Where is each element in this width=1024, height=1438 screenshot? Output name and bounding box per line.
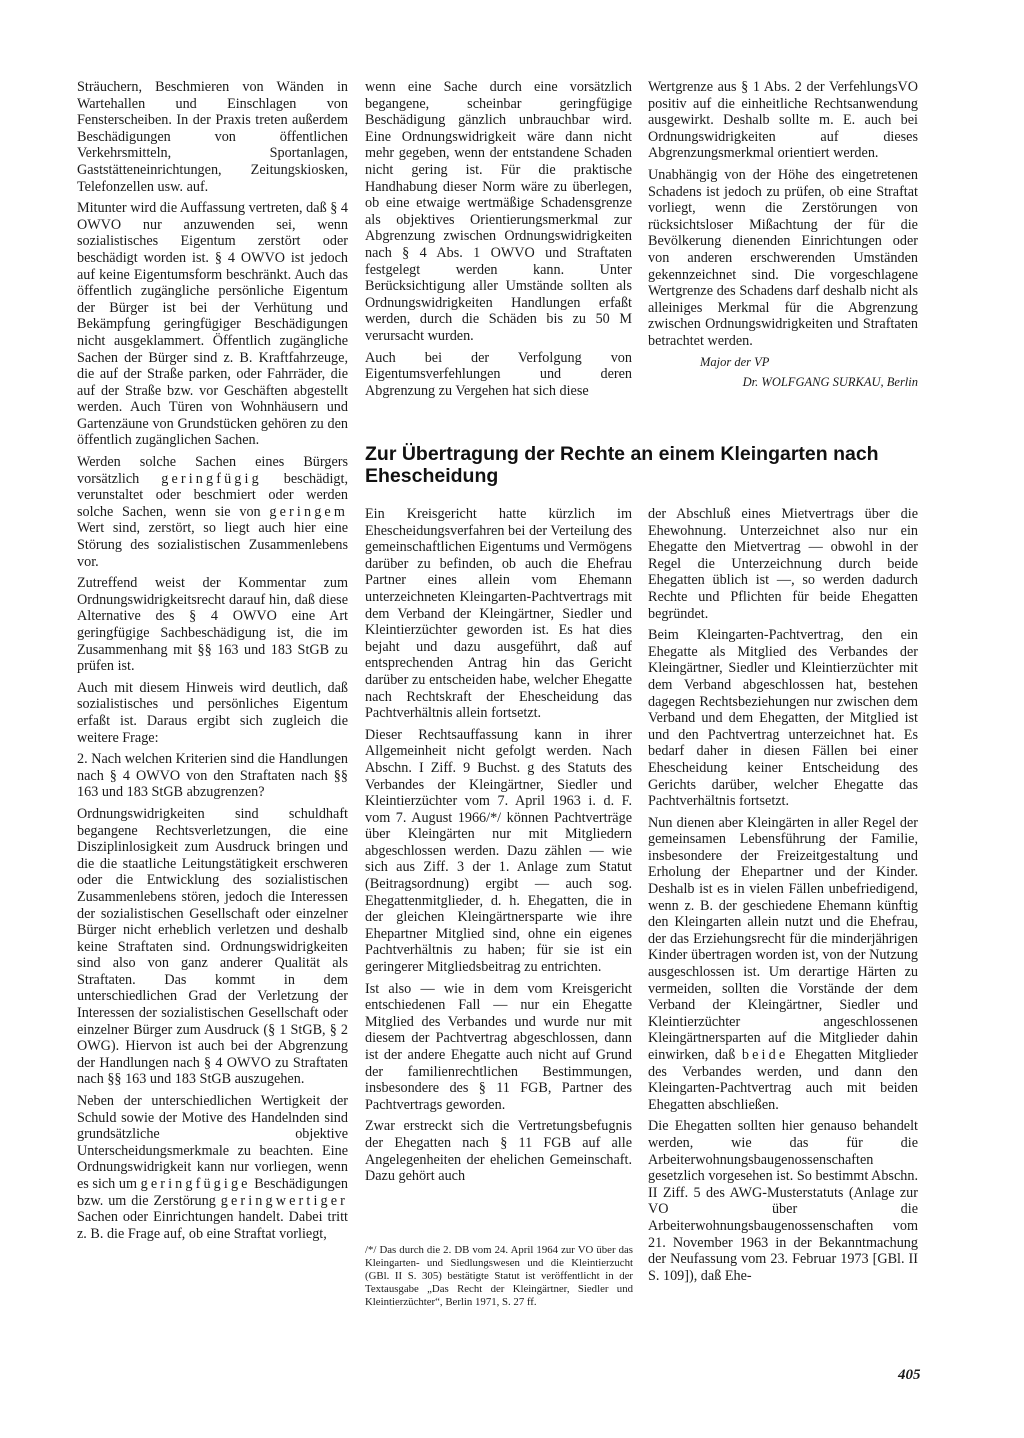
col4-paragraph-2: Dieser Rechtsauffassung kann in ihrer Allgemeinheit nicht gefolgt werden. Nach Abschn. I Ziff. 9 Buchst. g des Statuts des Verbandes der Kleingärtner, Siedler und Kleintierzüchter vom 7. April 1963 i. d. F. vom 7. August 1966/*/ können Pachtverträge über Kleingärten nur mit Mitgliedern abgeschlossen werden. Dazu zählen — wie sich aus Ziff. 3 der 1. Anlage zum Statut (Beitragsordnung) ergibt — auch sog. Ehegattenmitglieder, d. h. Ehegatten, die in der gleichen Kleingärtnersparte wie ihre Ehepartner Mitglied sind, ohne ein eigenes Pachtverhältnis zu haben; für sie ist ein geringerer Mitgliedsbeitrag zu entrichten. [365,726,632,976]
col1-p3-text-a: Werden solche Sachen eines Bürgers vorsätzlich [77,454,348,487]
column-5 [648,506,918,1289]
col5-paragraph-4: Die Ehegatten sollten hier genauso behandelt werden, wie das für die Arbeiterwohnungsbaugenossenschaften gesetzlich vorgesehen ist. So bestimmt Abschn. II Ziff. 5 des AWG-Musterstatuts (Anlage zur VO über die Arbeiterwohnungsbaugenossenschaften vom 21. November 1963 in der Bekanntmachung der Neufassung vom 23. Februar 1973 [GBl. II S. 109]), daß Ehe- [648,1118,918,1284]
col3-paragraph-1: Wertgrenze aus § 1 Abs. 2 der VerfehlungsVO positiv auf die einheitliche Rechtsanwendung ausgewirkt. Deshalb sollte m. E. auch bei Ordnungswidrigkeiten auf dieses Abgrenzungsmerkmal orientiert werden. [648,79,918,162]
col2-paragraph-1: wenn eine Sache durch eine vorsätzlich begangene, scheinbar geringfügige Beschädigung gänzlich unbrauchbar wird. Eine Ordnungswidrigkeit wäre dann nicht mehr gegeben, wenn der entstandene Schaden nicht gering ist. Für die praktische Handhabung dieser Norm wäre zu überlegen, ob eine etwaige wertmäßige Schadensgrenze als objektives Orientierungsmerkmal zur Abgrenzung zwischen Ordnungswidrigkeiten nach § 4 Abs. 1 OWVO und Straftaten festgelegt werden kann. Unter Berücksichtigung aller Umstände sollten als Ordnungswidrigkeiten Handlungen erfaßt werden, durch die Schäden bis zu 50 M verursacht wurden. [365,79,632,344]
col1-paragraph-2: Mitunter wird die Auffassung vertreten, daß § 4 OWVO nur anzuwenden sei, wenn sozialistisches Eigentum zerstört oder beschädigt worden ist. § 4 OWVO ist jedoch auf keine Eigentumsform beschränkt. Auch das öffentlich zugängliche persönliche Eigentum der Bürger ist bei der Verhütung und Bekämpfung geringfügiger Beschädigungen nicht ausgeklammert. Öffentlich zugängliche Sachen der Bürger sind z. B. Kraftfahrzeuge, die auf der Straße parken, oder Fahrräder, die auf der Straße bzw. vor Geschäften abgestellt werden. Auch Türen von Wohnhäusern und Gartenzäune von Grundstücken gehören zu den öffentlich zugänglichen Sachen. [77,200,348,449]
col5-paragraph-1: der Abschluß eines Mietvertrags über die Ehewohnung. Unterzeichnet also nur ein Ehegatte den Mietvertrag — obwohl in der Regel die Unterzeichnung durch beide Ehegatten üblich ist —, so werden dadurch Rechte und Pflichten für beide Ehegatten begründet. [648,506,918,622]
col1-p3-spaced-word-1: geringfügig [161,470,262,487]
author-rank: Major der VP [700,354,770,369]
col1-paragraph-4: Zutreffend weist der Kommentar zum Ordnungswidrigkeitsrecht darauf hin, daß diese Alternative des § 4 OWVO eine Art geringfügige Sachbeschädigung ist, die im Zusammenhang mit §§ 163 und 183 StGB zu prüfen ist. [77,575,348,675]
col5-p3-text-c: Ehegatten Mitglieder des Verbandes werden, und dann den Kleingarten-Pachtvertrag auch mit beiden Ehegatten abschließen. [648,1047,918,1113]
column-3 [648,79,918,395]
footnote: /*/ Das durch die 2. DB vom 24. April 1964 zur VO über das Kleingarten- und Siedlungswesen und die Kleintierzucht (GBl. II S. 305) bestätigte Statut ist veröffentlicht in der Textausgabe „Das Recht der Kleingärtner, Siedler und Kleintierzüchter“, Berlin 1971, S. 27 ff. [365,1244,633,1309]
col1-paragraph-3 [77,454,348,570]
col3-paragraph-2: Unabhängig von der Höhe des eingetretenen Schadens ist jedoch zu prüfen, ob eine Straftat vorliegt, wenn die Zerstörungen von rücksichtsloser Mißachtung der für die Bevölkerung dienenden Einrichtungen oder von anderen erschwerenden Umständen gekennzeichnet sind. Die vorgeschlagene Wertgrenze des Schadens darf deshalb nicht als alleiniges Merkmal für die Abgrenzung zwischen Ordnungswidrigkeiten und Straftaten betrachtet werden. [648,166,918,349]
column-2 [365,79,632,404]
col4-paragraph-4: Zwar erstreckt sich die Vertretungsbefugnis der Ehegatten nach § 11 FGB auf alle Angelegenheiten der ehelichen Gemeinschaft. Dazu gehört auch [365,1118,632,1185]
article-heading: Zur Übertragung der Rechte an einem Kleingarten nach Ehescheidung [365,443,879,487]
col5-p3-spaced-word: beide [741,1047,789,1063]
col4-paragraph-1: Ein Kreisgericht hatte kürzlich im Ehescheidungsverfahren bei der Verteilung des gemeinschaftlichen Eigentums und Vermögens darüber zu befinden, ob auch die Ehefrau Partner eines allein vom Ehemann unterzeichneten Kleingarten-Pachtvertrags mit dem Verband der Kleingärtner, Siedler und Kleintierzüchter geworden ist. Es hat dies bejaht und dazu ausgeführt, daß auf entsprechenden Antrag hin das Gericht darüber zu entscheiden habe, welcher Ehegatte nach Rechtskraft der Ehescheidung das Pachtverhältnis allein fortsetzt. [365,506,632,722]
col1-p8-text-a: Neben der unterschiedlichen Wertigkeit der Schuld sowie der Motive des Handelnden sind grundsätzliche objektive Unterscheidungsmerkmale zu beachten. Eine Ordnungswidrigkeit kann nur vorliegen, wenn es sich um [77,1093,348,1192]
col4-paragraph-3: Ist also — wie in dem vom Kreisgericht entschiedenen Fall — nur ein Ehegatte Mitglied des Verbandes und wurde nur mit diesem der Pachtvertrag abgeschlossen, dann ist der andere Ehegatte auch nicht auf Grund der familienrechtlichen Bestimmungen, insbesondere des § 11 FGB, Partner des Pachtvertrags geworden. [365,980,632,1113]
col1-p3-text-c: beschädigt, verunstaltet oder beschmiert oder werden solche Sachen, wenn sie von [77,470,348,520]
col1-paragraph-1: Sträuchern, Beschmieren von Wänden in Wartehallen und Einschlagen von Fensterscheiben. In der Praxis treten außerdem Beschädigungen von öffentlichen Verkehrsmitteln, Sportanlagen, Gaststätteneinrichtungen, Zeitungskiosken, Telefonzellen usw. auf. [77,79,348,195]
author-name: Dr. WOLFGANG SURKAU, Berlin [742,374,918,389]
page-number: 405 [898,1367,921,1383]
col2-paragraph-2: Auch bei der Verfolgung von Eigentumsverfehlungen und deren Abgrenzung zu Vergehen hat sich diese [365,349,632,399]
column-1 [77,79,348,1247]
col1-p8-spaced-word-1: geringfügige [140,1176,251,1192]
col5-p3-text-a: Nun dienen aber Kleingärten in aller Regel der gemeinsamen Lebensführung der Familie, insbesondere der Freizeitgestaltung und Erholung der Ehepartner und der Kinder. Deshalb ist es in vielen Fällen unbefriedigend, wenn z. B. der geschiedene Ehemann künftig den Kleingarten allein nutzt und die Ehefrau, der das Erziehungsrecht für die minderjährigen Kinder übertragen worden ist, von der Nutzung ausgeschlossen ist. Um derartige Härten zu vermeiden, sollten die Vorstände der dem Verband der Kleingärtner, Siedler und Kleintierzüchter angeschlossenen Kleingärtnersparten auf die Mitglieder dahin einwirken, daß [648,814,918,1063]
col5-paragraph-2: Beim Kleingarten-Pachtvertrag, den ein Ehegatte als Mitglied des Verbandes der Kleingärtner, Siedler und Kleintierzüchter mit dem Verband abgeschlossen hat, bestehen dagegen Rechtsbeziehungen nur zwischen dem Verband und dem Ehegatten, der Mitglied ist und den Pachtvertrag unterzeichnet hat. Es bedarf daher in diesen Fällen bei einer Ehescheidung keiner Entscheidung des Gerichts darüber, welcher Ehegatte das Pachtverhältnis fortsetzt. [648,627,918,810]
col1-p3-text-e: Wert sind, zerstört, so liegt auch hier eine Störung des sozialistischen Zusammenlebens vor. [77,520,348,570]
col1-p3-spaced-word-2: geringem [269,503,348,520]
col1-paragraph-8 [77,1093,348,1242]
col1-paragraph-5: Auch mit diesem Hinweis wird deutlich, daß sozialistisches und persönliches Eigentum erfaßt ist. Daraus ergibt sich zugleich die weitere Frage: [77,679,348,746]
col1-paragraph-6: 2. Nach welchen Kriterien sind die Handlungen nach § 4 OWVO von den Straftaten nach §§ 163 und 183 StGB abzugrenzen? [77,751,348,801]
col1-paragraph-7: Ordnungswidrigkeiten sind schuldhaft begangene Rechtsverletzungen, die eine Disziplinlosigkeit zum Ausdruck bringen und die die staatliche Leitungstätigkeit erschweren oder die Entwicklung des sozialistischen Zusammenlebens stören, jedoch die Interessen der sozialistischen Gesellschaft oder einzelner Bürger nicht erheblich verletzen und deshalb keine Straftaten sind. Ordnungswidrigkeiten sind also von ganz anderer Qualität als Straftaten. Das kommt in dem unterschiedlichen Grad der Verletzung der Interessen der sozialistischen Gesellschaft oder einzelner Bürger zum Ausdruck (§ 1 StGB, § 2 OWG). Hiervon ist auch bei der Abgrenzung der Handlungen nach § 4 OWVO zu Straftaten nach §§ 163 und 183 StGB auszugehen. [77,805,348,1088]
col1-p8-text-e: Sachen oder Einrichtungen handelt. Dabei tritt z. B. die Frage auf, ob eine Straftat vorliegt, [77,1209,348,1242]
col5-paragraph-3 [648,815,918,1114]
column-4 [365,506,632,1190]
col1-p8-text-c: Beschädigungen bzw. um die Zerstörung [77,1176,348,1209]
col1-p8-spaced-word-2: geringwertiger [220,1192,348,1209]
